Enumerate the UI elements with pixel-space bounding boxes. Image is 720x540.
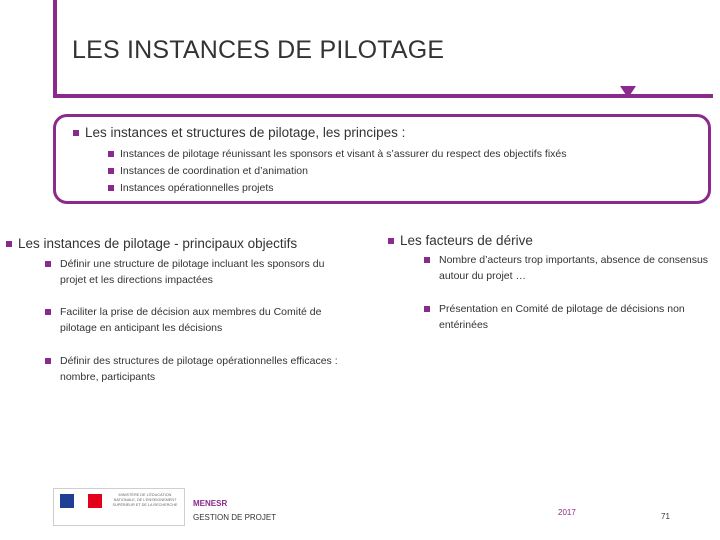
principle-item bbox=[108, 148, 567, 160]
flag-stripe bbox=[74, 494, 88, 508]
objective-item bbox=[45, 353, 363, 385]
square-bullet-icon bbox=[45, 309, 51, 315]
square-bullet-icon bbox=[45, 261, 51, 267]
footer-year: 2017 bbox=[558, 508, 576, 517]
page-title: LES INSTANCES DE PILOTAGE bbox=[72, 36, 445, 64]
left-column-heading bbox=[6, 236, 297, 251]
principles-heading bbox=[73, 125, 405, 140]
flag-stripe bbox=[60, 494, 74, 508]
principle-item bbox=[108, 182, 274, 194]
principle-item-text: Instances de pilotage réunissant les sponsors et visant à s’assurer du respect des objectifs fixés bbox=[120, 148, 567, 160]
objective-item-text: Faciliter la prise de décision aux membres du Comité de pilotage en anticipant les décisions bbox=[60, 306, 322, 334]
flag-stripe bbox=[88, 494, 102, 508]
page-number: 71 bbox=[661, 512, 670, 521]
drift-factor-item-text: Présentation en Comité de pilotage de décisions non entérinées bbox=[439, 303, 685, 331]
square-bullet-icon bbox=[108, 185, 114, 191]
principle-item-text: Instances de coordination et d’animation bbox=[120, 165, 308, 177]
left-heading-text: Les instances de pilotage - principaux objectifs bbox=[18, 236, 298, 251]
footer-subtitle: GESTION DE PROJET bbox=[193, 513, 277, 522]
square-bullet-icon bbox=[6, 241, 12, 247]
ministry-logo bbox=[53, 488, 185, 526]
objective-item-text: Définir des structures de pilotage opérationnelles efficaces : nombre, participants bbox=[60, 355, 338, 383]
principle-item bbox=[108, 165, 308, 177]
square-bullet-icon bbox=[108, 168, 114, 174]
principles-heading-text: Les instances et structures de pilotage, les principes : bbox=[85, 125, 406, 140]
flag-icon bbox=[60, 494, 102, 508]
square-bullet-icon bbox=[73, 130, 79, 136]
square-bullet-icon bbox=[424, 257, 430, 263]
square-bullet-icon bbox=[388, 238, 394, 244]
drift-factor-item bbox=[424, 252, 709, 284]
objective-item bbox=[45, 256, 345, 288]
objective-item-text: Définir une structure de pilotage incluant les sponsors du projet et les directions impactées bbox=[60, 258, 325, 286]
right-column-heading bbox=[388, 233, 533, 248]
logo-text: MINISTÈRE DE L’ÉDUCATION NATIONALE, DE L’ENSEIGNEMENT SUPÉRIEUR ET DE LA RECHERCHE bbox=[112, 493, 178, 507]
square-bullet-icon bbox=[424, 306, 430, 312]
drift-factor-item-text: Nombre d’acteurs trop importants, absence de consensus autour du projet … bbox=[439, 254, 709, 282]
corner-arrow-icon bbox=[620, 86, 636, 98]
footer-org: MENESR bbox=[193, 499, 228, 508]
objective-item bbox=[45, 304, 345, 336]
square-bullet-icon bbox=[108, 151, 114, 157]
principle-item-text: Instances opérationnelles projets bbox=[120, 182, 274, 194]
square-bullet-icon bbox=[45, 358, 51, 364]
right-heading-text: Les facteurs de dérive bbox=[400, 233, 533, 248]
drift-factor-item bbox=[424, 301, 709, 333]
